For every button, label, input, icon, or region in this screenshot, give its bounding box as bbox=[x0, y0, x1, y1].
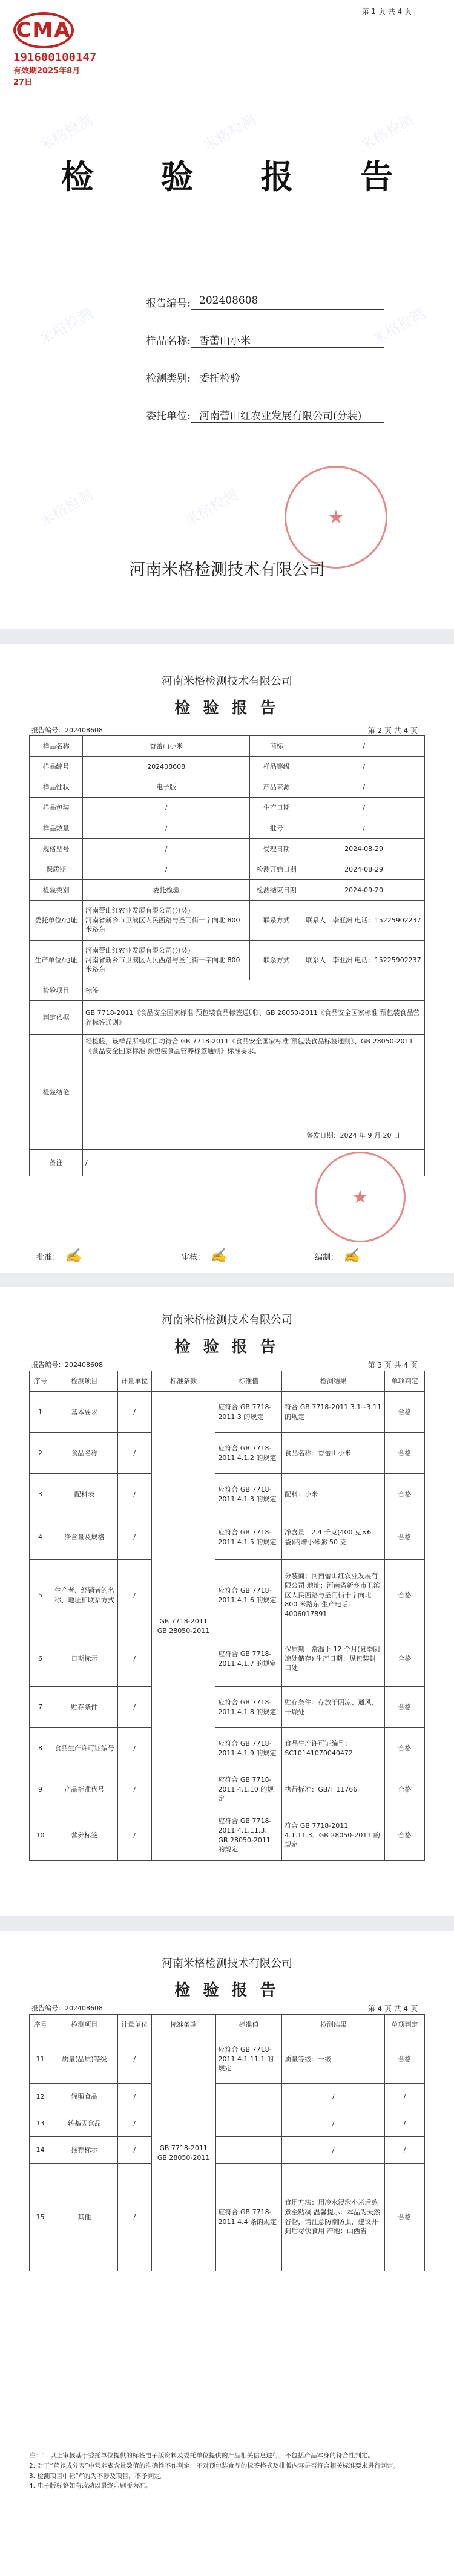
page-header bbox=[0, 673, 454, 718]
report-notes: 注：1. 以上审核基于委托单位提供的标签电子版资料及委托单位提供的产品相关信息进行，不包括产品本身的符合性判定。 2. 对于“营养成分表”中营养素含量数值的准确性不作判定，不对预包装食品的标签格式及排版内容是否符合相关标准要求进行判定。 3. 检测项目中标“/”的为不涉及项目，不予判定。 4. 电子版标签如有改动以最终印刷版为准。 bbox=[29, 2452, 400, 2490]
cma-logo-icon: C MA bbox=[13, 12, 74, 48]
watermark: 米格检测 bbox=[369, 304, 429, 348]
page-number: 第 4 页 共 4 页 bbox=[367, 2004, 418, 2013]
page-header bbox=[0, 1955, 454, 2000]
maker-signature: 编制： ✍ bbox=[315, 1248, 360, 1264]
header-title: 检 验 报 告 bbox=[174, 1981, 280, 2000]
info-table: 样品名称 香蕾山小米 商标 / 样品编号 202408608 样品等级 / 样品性状 电子版 产品来源 / 样品包装 / 生产日期 / 样品数量 / 批号 / 规格型号 / 受理日期 2024-08-29 保质期 / 检测开始日期 2024-08-29 检验类别 委托检验 检测结束日期 2024-09-20 委托单位/地址 河南蕾山红农业发展有限公司(分装) 河南省新乡市卫滨区人民西路与圣门街十字向北 800 米路东 联系方式 联系人：李亚洲 电话：15225902237 生产单位/地址 河南蕾山红农业发展有限公司(分装) 河南省新乡市卫滨区人民西路与圣门街十字向北 800 米路东 联系方式 联系人：李亚洲 电话：15225902237 检验项目 标签 判定依据 GB 7718-2011《食品安全国家标准 预包装食品标签通则》、GB 28050-2011《食品安全国家标准 预包装食品营养标签通则》 检验结论 经检验，该样品所检项目均符合 GB 7718-2011《食品安全国家标准 预包装食品标签通则》、GB 28050-2011《食品安全国家标准 预包装食品营养标签通则》标准要求。 签发日期：2024 年 9 月 20 日 备注 / bbox=[29, 735, 425, 1176]
report-no: 报告编号：202408608 bbox=[31, 726, 103, 734]
report-page-4 bbox=[0, 1931, 454, 2576]
watermark: 米格检测 bbox=[182, 486, 241, 530]
cover-field-report-no: 报告编号: 202408608 bbox=[124, 295, 384, 310]
report-page-2 bbox=[0, 644, 454, 1273]
group-basis: GB 7718-2011 GB 28050-2011 bbox=[151, 2035, 215, 2271]
watermark: 米格检测 bbox=[36, 304, 96, 348]
cma-code: 191600100147 bbox=[13, 51, 97, 64]
cma-valid: 有效期2025年8月27日 bbox=[13, 67, 81, 87]
reviewer-signature: 审核： ✍ bbox=[182, 1248, 227, 1264]
watermark: 米格检测 bbox=[36, 111, 96, 155]
page-number: 第 1 页 共 4 页 bbox=[361, 7, 412, 16]
header-org: 河南米格检测技术有限公司 bbox=[162, 1957, 292, 1970]
cover-field-client: 委托单位: 河南蕾山红农业发展有限公司(分装) bbox=[124, 407, 384, 423]
group-basis: GB 7718-2011 GB 28050-2011 bbox=[151, 1392, 215, 1861]
cover-title: 检 验 报 告 bbox=[61, 158, 421, 196]
report-no: 报告编号：202408608 bbox=[31, 2004, 103, 2012]
report-stamp: ★ bbox=[315, 1152, 406, 1242]
cover-org: 河南米格检测技术有限公司 bbox=[129, 561, 325, 579]
header-org: 河南米格检测技术有限公司 bbox=[162, 1314, 292, 1326]
results-table-1: 序号 检测项目 计量单位 标准条款 标准值 检测结果 单项判定 1 基本要求 / GB 7718-2011 GB 28050-2011 应符合 GB 7718-2011 3 的规定 符合 GB 7718-2011 3.1~3.11 的规定 合格 2 食品名称 / 应符合 GB 7718-2011 4.1.2 的规定 食品名称：香蕾山小米 合格 3 配料表 / 应符合 GB 7718-2011 4.1.3 的规定 配料：小米 合格 4 净含量及规格 / 应符合 GB 7718-2011 4.1.5 的规定 净含量：2.4 千克(400 克×6 袋)内赠小米粥 50 克 合格 5 生产者、经销者的名称、地址和联系方式 / 应符合 GB 7718-2011 4.1.6 的规定 分装商：河南蕾山红农业发展有限公司 地址：河南省新乡市卫滨区人民西路与圣门街十字向北 800 米路东 生产电话：4006017891 合格 6 日期标示 / 应符合 GB 7718-2011 4.1.7 的规定 保质期：常温下 12 个月(夏季阴凉处储存) 生产日期：见包装封口处 合格 7 贮存条件 / 应符合 GB 7718-2011 4.1.8 的规定 贮存条件：存放于阴凉、通风、干燥处 合格 8 食品生产许可证编号 / 应符合 GB 7718-2011 4.1.9 的规定 食品生产许可证编号：SC10141070040472 合格 9 产品标准代号 / 应符合 GB 7718-2011 4.1.10 的规定 执行标准：GB/T 11766 合格 10 营养标签 / 应符合 GB 7718-2011 4.1.11.3、GB 28050-2011 的规定 符合 GB 7718-2011 4.1.11.3、GB 28050-2011 的规定 合格 bbox=[29, 1371, 425, 1861]
approver-signature: 批准： ✍ bbox=[36, 1248, 82, 1264]
cover-field-test-type: 检测类别: 委托检验 bbox=[124, 370, 384, 385]
issue-date: 签发日期：2024 年 9 月 20 日 bbox=[306, 1132, 400, 1140]
cover-page bbox=[0, 0, 454, 629]
page-number: 第 3 页 共 4 页 bbox=[367, 1361, 418, 1369]
header-title: 检 验 报 告 bbox=[174, 1338, 280, 1356]
cover-stamp: ★ bbox=[285, 466, 387, 569]
page-gap bbox=[0, 1273, 454, 1287]
header-title: 检 验 报 告 bbox=[174, 699, 280, 717]
cover-field-sample-name: 样品名称: 香蕾山小米 bbox=[124, 332, 384, 348]
watermark: 米格检测 bbox=[357, 111, 416, 155]
report-no: 报告编号：202408608 bbox=[31, 1361, 103, 1369]
page-number: 第 2 页 共 4 页 bbox=[367, 726, 418, 735]
cma-mark bbox=[13, 12, 97, 87]
page-gap bbox=[0, 629, 454, 644]
watermark: 米格检测 bbox=[36, 486, 96, 530]
results-table-2: 序号 检测项目 计量单位 标准条款 标准值 检测结果 单项判定 11 质量(品质)等级 / GB 7718-2011 GB 28050-2011 应符合 GB 7718-2011 4.1.11.1 的规定 质量等级：一级 合格 12 辐照食品 / / / 13 转基因食品 / / / 14 推荐标示 / / / 15 其他 / 应符合 GB 7718-2011 4.4 条的规定 食用方法：用冷水浸泡小米后熬煮至粘稠 温馨提示：本品为天然谷物，请注意防潮防虫，建议开封后尽快食用 产地：山西省 合格 bbox=[29, 2014, 425, 2271]
watermark: 米格检测 bbox=[200, 111, 259, 155]
header-org: 河南米格检测技术有限公司 bbox=[162, 675, 292, 688]
page-header bbox=[0, 1311, 454, 1357]
report-page-3 bbox=[0, 1287, 454, 1916]
page-gap bbox=[0, 1916, 454, 1931]
